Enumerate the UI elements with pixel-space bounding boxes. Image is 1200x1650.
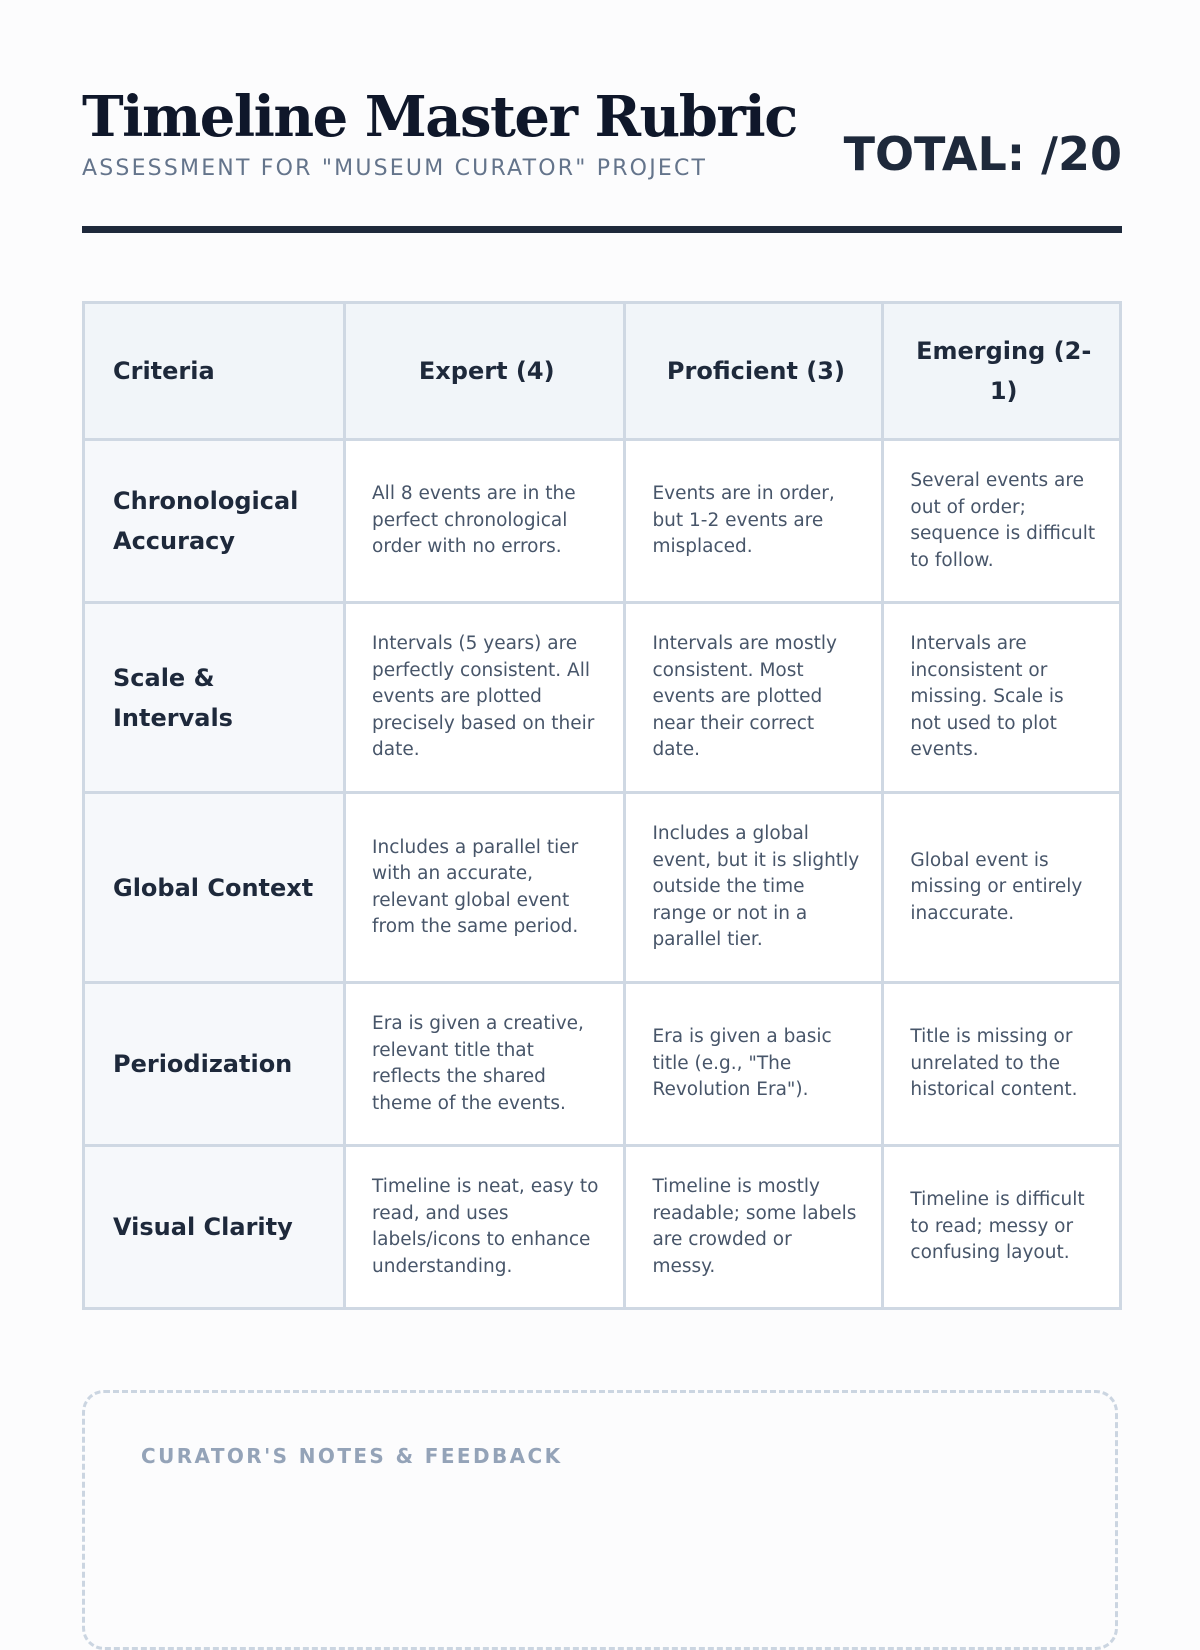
header-divider <box>82 226 1122 233</box>
criterion-label: Periodization <box>84 983 345 1146</box>
table-row <box>84 793 1121 983</box>
rubric-table <box>82 301 1122 1310</box>
proficient-descriptor: Events are in order, but 1-2 events are misplaced. <box>625 440 883 603</box>
rubric-page <box>82 0 1122 1600</box>
table-row <box>84 983 1121 1146</box>
page-title: Timeline Master Rubric <box>82 84 797 150</box>
table-row <box>84 603 1121 793</box>
criterion-label: Chronological Accuracy <box>84 440 345 603</box>
page-subtitle: ASSESSMENT FOR "MUSEUM CURATOR" PROJECT <box>82 156 708 181</box>
header <box>82 82 1122 232</box>
column-header-emerging: Emerging (2-1) <box>883 303 1121 440</box>
expert-descriptor: Timeline is neat, easy to read, and uses labels/icons to enhance understanding. <box>345 1146 625 1309</box>
expert-descriptor: Includes a parallel tier with an accurate, relevant global event from the same period. <box>345 793 625 983</box>
expert-descriptor: All 8 events are in the perfect chronological order with no errors. <box>345 440 625 603</box>
column-header-expert: Expert (4) <box>345 303 625 440</box>
emerging-descriptor: Title is missing or unrelated to the historical content. <box>883 983 1121 1146</box>
proficient-descriptor: Intervals are mostly consistent. Most events are plotted near their correct date. <box>625 603 883 793</box>
table-row <box>84 440 1121 603</box>
expert-descriptor: Era is given a creative, relevant title that reflects the shared theme of the events. <box>345 983 625 1146</box>
emerging-descriptor: Timeline is difficult to read; messy or confusing layout. <box>883 1146 1121 1309</box>
column-header-criteria: Criteria <box>84 303 345 440</box>
proficient-descriptor: Era is given a basic title (e.g., "The Revolution Era"). <box>625 983 883 1146</box>
expert-descriptor: Intervals (5 years) are perfectly consistent. All events are plotted precisely based on their date. <box>345 603 625 793</box>
criterion-label: Scale & Intervals <box>84 603 345 793</box>
notes-label: CURATOR'S NOTES & FEEDBACK <box>141 1444 563 1468</box>
total-score: TOTAL: /20 <box>843 127 1122 181</box>
table-row <box>84 1146 1121 1309</box>
proficient-descriptor: Timeline is mostly readable; some labels are crowded or messy. <box>625 1146 883 1309</box>
notes-box[interactable] <box>82 1390 1118 1650</box>
criterion-label: Global Context <box>84 793 345 983</box>
proficient-descriptor: Includes a global event, but it is slightly outside the time range or not in a parallel tier. <box>625 793 883 983</box>
criterion-label: Visual Clarity <box>84 1146 345 1309</box>
emerging-descriptor: Several events are out of order; sequence is difficult to follow. <box>883 440 1121 603</box>
column-header-proficient: Proficient (3) <box>625 303 883 440</box>
emerging-descriptor: Global event is missing or entirely inaccurate. <box>883 793 1121 983</box>
emerging-descriptor: Intervals are inconsistent or missing. Scale is not used to plot events. <box>883 603 1121 793</box>
table-header-row <box>84 303 1121 440</box>
